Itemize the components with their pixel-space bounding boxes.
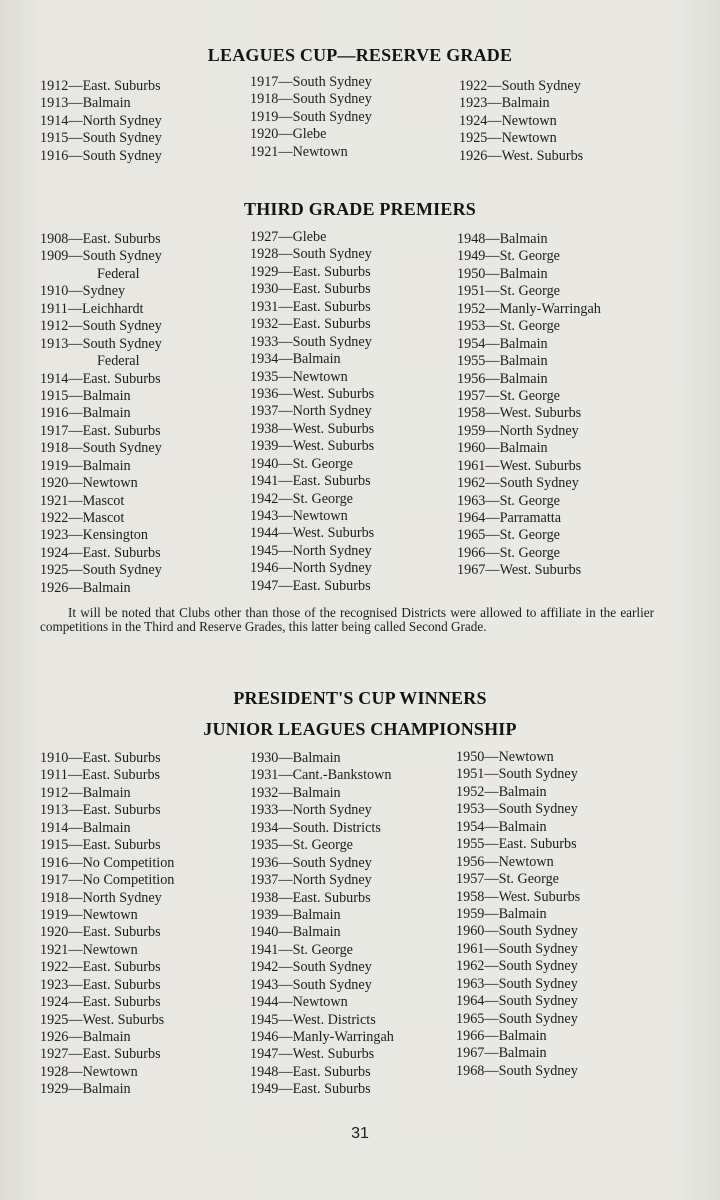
list-item: 1940—Balmain <box>250 924 341 941</box>
list-item: 1950—Newtown <box>456 749 554 765</box>
list-item: 1957—St. George <box>456 871 559 888</box>
list-item: 1960—South Sydney <box>456 923 578 940</box>
list-item: 1928—South Sydney <box>250 246 372 263</box>
list-item: 1967—Balmain <box>456 1045 547 1062</box>
list-item: 1924—Newtown <box>459 112 557 129</box>
list-item: 1965—South Sydney <box>456 1010 578 1027</box>
list-item: 1946—North Sydney <box>250 560 372 577</box>
list-item: 1966—Balmain <box>456 1028 547 1044</box>
list-item: 1922—South Sydney <box>459 78 581 94</box>
junior-leagues-heading: JUNIOR LEAGUES CHAMPIONSHIP <box>203 719 517 739</box>
list-item: 1919—Newtown <box>40 906 138 923</box>
list-item: 1940—St. George <box>250 455 353 472</box>
list-item: 1920—Glebe <box>250 126 327 143</box>
list-item: 1939—Balmain <box>250 906 341 923</box>
list-item: 1932—East. Suburbs <box>250 316 371 333</box>
reserve-grade-col-2 <box>250 74 372 161</box>
list-item: 1934—South. Districts <box>250 819 381 836</box>
reserve-grade-col-3 <box>459 78 583 165</box>
list-item: 1958—West. Suburbs <box>456 888 581 905</box>
list-item: 1949—St. George <box>457 248 560 265</box>
list-item: 1913—East. Suburbs <box>40 802 161 819</box>
list-item: 1947—East. Suburbs <box>250 577 371 594</box>
list-item: 1914—North Sydney <box>40 112 162 129</box>
list-item: 1918—South Sydney <box>250 91 372 108</box>
list-item: 1929—Balmain <box>40 1081 131 1098</box>
list-item: 1934—Balmain <box>250 351 341 368</box>
list-item: 1921—Newtown <box>40 941 138 958</box>
list-item: 1922—East. Suburbs <box>40 959 161 976</box>
list-item: 1909—South Sydney <box>40 248 162 265</box>
list-item: 1968—South Sydney <box>456 1062 578 1079</box>
list-item: 1923—Balmain <box>459 95 550 112</box>
third-grade-col-1 <box>40 231 162 597</box>
list-item: 1920—East. Suburbs <box>40 924 161 941</box>
list-item: 1947—West. Suburbs <box>250 1046 375 1063</box>
list-item: 1961—South Sydney <box>456 940 578 957</box>
list-item: 1959—North Sydney <box>457 422 579 439</box>
list-item: 1911—Leichhardt <box>40 300 144 317</box>
list-item: 1908—East. Suburbs <box>40 231 161 247</box>
list-item: 1944—West. Suburbs <box>250 525 375 542</box>
list-item: 1930—Balmain <box>250 750 341 766</box>
list-item: 1935—St. George <box>250 837 353 854</box>
reserve-grade-heading: LEAGUES CUP—RESERVE GRADE <box>207 45 513 65</box>
list-item: 1929—East. Suburbs <box>250 263 371 280</box>
list-item: 1938—East. Suburbs <box>250 889 371 906</box>
list-item: 1923—East. Suburbs <box>40 976 161 993</box>
list-item: 1922—Mascot <box>40 510 125 526</box>
list-item: 1936—West. Suburbs <box>250 385 375 402</box>
list-item: Federal <box>97 265 140 282</box>
list-item: Federal <box>97 353 140 370</box>
list-item: 1962—South Sydney <box>457 475 579 492</box>
list-item: 1925—Newtown <box>459 130 557 147</box>
list-item: 1936—South Sydney <box>250 854 372 871</box>
list-item: 1912—East. Suburbs <box>40 78 161 94</box>
third-grade-col-3 <box>457 231 601 580</box>
list-item: 1964—Parramatta <box>457 510 562 526</box>
list-item: 1955—Balmain <box>457 353 548 370</box>
list-item: 1954—Balmain <box>457 335 548 352</box>
presidents-cup-col-2 <box>250 750 394 1099</box>
list-item: 1912—Balmain <box>40 784 131 801</box>
list-item: 1917—No Competition <box>40 872 175 889</box>
list-item: 1945—North Sydney <box>250 542 372 559</box>
presidents-cup-col-3 <box>456 749 580 1080</box>
list-item: 1958—West. Suburbs <box>457 405 582 422</box>
list-item: 1943—Newtown <box>250 508 348 524</box>
presidents-cup-col-1 <box>40 750 174 1099</box>
list-item: 1959—Balmain <box>456 905 547 922</box>
list-item: 1944—Newtown <box>250 994 348 1011</box>
list-item: 1960—Balmain <box>457 440 548 457</box>
list-item: 1948—Balmain <box>457 231 548 247</box>
list-item: 1915—East. Suburbs <box>40 837 161 854</box>
list-item: 1963—South Sydney <box>456 975 578 992</box>
list-item: 1962—South Sydney <box>456 958 578 975</box>
list-item: 1921—Newtown <box>250 143 348 160</box>
list-item: 1927—East. Suburbs <box>40 1046 161 1063</box>
list-item: 1933—South Sydney <box>250 333 372 350</box>
list-item: 1916—No Competition <box>40 854 175 871</box>
list-item: 1951—St. George <box>457 283 560 300</box>
list-item: 1910—East. Suburbs <box>40 750 161 766</box>
list-item: 1953—St. George <box>457 318 560 335</box>
list-item: 1910—Sydney <box>40 283 126 300</box>
page-number: 31 <box>351 1125 369 1142</box>
list-item: 1932—Balmain <box>250 784 341 801</box>
list-item: 1943—South Sydney <box>250 976 372 993</box>
list-item: 1941—East. Suburbs <box>250 473 371 490</box>
presidents-cup-heading: PRESIDENT'S CUP WINNERS <box>233 688 487 708</box>
list-item: 1913—Balmain <box>40 95 131 112</box>
list-item: 1926—Balmain <box>40 579 131 596</box>
list-item: 1953—South Sydney <box>456 801 578 818</box>
list-item: 1967—West. Suburbs <box>457 562 582 579</box>
list-item: 1925—South Sydney <box>40 562 162 579</box>
list-item: 1951—South Sydney <box>456 766 578 783</box>
list-item: 1912—South Sydney <box>40 318 162 335</box>
list-item: 1954—Balmain <box>456 818 547 835</box>
list-item: 1919—Balmain <box>40 457 131 474</box>
list-item: 1911—East. Suburbs <box>40 767 161 784</box>
list-item: 1952—Balmain <box>456 783 547 800</box>
list-item: 1933—North Sydney <box>250 802 372 819</box>
list-item: 1916—South Sydney <box>40 147 162 164</box>
list-item: 1926—Balmain <box>40 1029 131 1045</box>
clubs-note: It will be noted that Clubs other than those of the recognised Districts were allowed to affiliate in the earlier competitions in the Third and Reserve Grades, this latter being called Second Grade. <box>40 605 654 634</box>
list-item: 1924—East. Suburbs <box>40 544 161 561</box>
list-item: 1945—West. Districts <box>250 1011 376 1028</box>
list-item: 1950—Balmain <box>457 265 548 282</box>
list-item: 1937—North Sydney <box>250 872 372 889</box>
list-item: 1924—East. Suburbs <box>40 994 161 1011</box>
list-item: 1952—Manly-Warringah <box>457 300 601 317</box>
list-item: 1931—Cant.-Bankstown <box>250 767 392 784</box>
list-item: 1935—Newtown <box>250 368 348 385</box>
list-item: 1937—North Sydney <box>250 403 372 420</box>
list-item: 1942—South Sydney <box>250 959 372 976</box>
third-grade-heading: THIRD GRADE PREMIERS <box>243 199 477 219</box>
list-item: 1949—East. Suburbs <box>250 1081 371 1098</box>
list-item: 1938—West. Suburbs <box>250 420 375 437</box>
list-item: 1926—West. Suburbs <box>459 147 584 164</box>
list-item: 1916—Balmain <box>40 405 131 422</box>
list-item: 1931—East. Suburbs <box>250 298 371 315</box>
list-item: 1914—Balmain <box>40 819 131 836</box>
list-item: 1918—South Sydney <box>40 440 162 457</box>
list-item: 1957—St. George <box>457 387 560 404</box>
list-item: 1928—Newtown <box>40 1063 138 1080</box>
list-item: 1914—East. Suburbs <box>40 370 161 387</box>
list-item: 1915—Balmain <box>40 387 131 404</box>
third-grade-col-2 <box>250 229 374 595</box>
list-item: 1919—South Sydney <box>250 108 372 125</box>
list-item: 1963—St. George <box>457 492 560 509</box>
reserve-grade-col-1 <box>40 78 162 165</box>
list-item: 1964—South Sydney <box>456 993 578 1010</box>
list-item: 1966—St. George <box>457 544 560 561</box>
list-item: 1965—St. George <box>457 527 560 544</box>
list-item: 1956—Balmain <box>457 370 548 387</box>
list-item: 1946—Manly-Warringah <box>250 1029 394 1045</box>
list-item: 1930—East. Suburbs <box>250 281 371 298</box>
list-item: 1921—Mascot <box>40 492 125 509</box>
list-item: 1915—South Sydney <box>40 130 162 147</box>
list-item: 1956—Newtown <box>456 853 554 870</box>
list-item: 1925—West. Suburbs <box>40 1011 165 1028</box>
list-item: 1961—West. Suburbs <box>457 457 582 474</box>
list-item: 1941—St. George <box>250 941 353 958</box>
list-item: 1920—Newtown <box>40 475 138 492</box>
list-item: 1923—Kensington <box>40 527 148 544</box>
list-item: 1942—St. George <box>250 490 353 507</box>
list-item: 1918—North Sydney <box>40 889 162 906</box>
list-item: 1927—Glebe <box>250 229 327 245</box>
list-item: 1917—South Sydney <box>250 74 372 90</box>
list-item: 1939—West. Suburbs <box>250 438 375 455</box>
list-item: 1955—East. Suburbs <box>456 836 577 853</box>
list-item: 1917—East. Suburbs <box>40 422 161 439</box>
list-item: 1948—East. Suburbs <box>250 1063 371 1080</box>
list-item: 1913—South Sydney <box>40 335 162 352</box>
